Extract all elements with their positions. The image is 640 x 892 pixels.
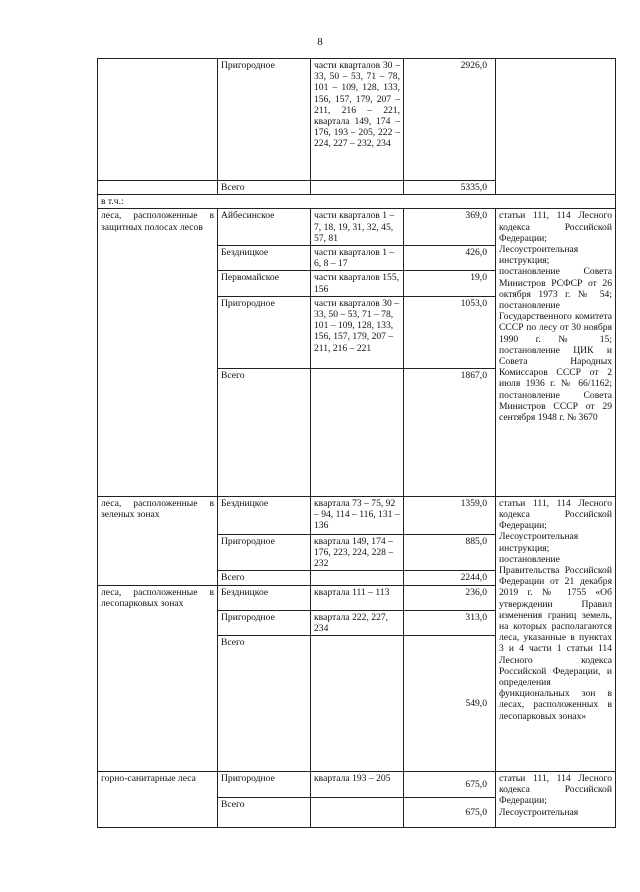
quarters-cell: части кварталов 1 – 7, 18, 19, 31, 32, 45, 57, 81 (311, 209, 404, 246)
quarters-cell: части кварталов 30 – 33, 50 – 53, 71 – 78, 101 – 109, 128, 133, 156, 157, 179, 207 – 211, 216 – 221, квартала 149, 174 – 176, 193 – 205, 222 – 224, 227 – 232, 234 (311, 59, 404, 181)
area-cell: 313,0 (404, 610, 496, 635)
quarters-cell: части кварталов 30 – 33, 50 – 53, 71 – 78, 101 – 109, 128, 133, 156, 157, 179, 207 – 211, 216 – 221 (311, 296, 404, 368)
forestry-cell: Пригородное (218, 59, 311, 181)
table-row (98, 772, 616, 798)
area-cell: 1359,0 (404, 496, 496, 534)
quarters-cell (311, 571, 404, 585)
basis-cell: статьи 111, 114 Лесного кодекса Российской Федерации; Лесоустроительная (496, 772, 616, 828)
area-cell: 1867,0 (404, 368, 496, 496)
area-cell: 2244,0 (404, 571, 496, 585)
forestry-cell: Айбесинское (218, 209, 311, 246)
quarters-cell: части кварталов 1 – 6, 8 – 17 (311, 246, 404, 271)
area-cell: 675,0 (404, 798, 496, 828)
forest-table (97, 58, 616, 828)
forestry-cell: Бездницкое (218, 496, 311, 534)
quarters-cell (311, 798, 404, 828)
area-cell: 5335,0 (404, 181, 496, 195)
area-cell: 19,0 (404, 271, 496, 296)
forestry-cell: Бездницкое (218, 585, 311, 610)
category-cell: леса, расположенные в зеленых зонах (98, 496, 218, 585)
quarters-cell: квартала 149, 174 – 176, 223, 224, 228 – 232 (311, 534, 404, 571)
area-cell: 236,0 (404, 585, 496, 610)
quarters-cell: квартала 193 – 205 (311, 772, 404, 798)
table-row (98, 59, 616, 181)
forestry-cell: Всего (218, 368, 311, 496)
forestry-cell: Всего (218, 571, 311, 585)
category-cell: леса, расположенные в защитных полосах лесов (98, 209, 218, 496)
forestry-cell: Всего (218, 636, 311, 772)
area-cell: 2926,0 (404, 59, 496, 181)
basis-cell: статьи 111, 114 Лесного кодекса Российской Федерации; Лесоустроительная инструкция; постановление Совета Министров РСФСР от 26 октября 1973 г. № 54; постановление Государственного комитета СССР по лесу от 30 ноября 1990 г. № 15; постановление ЦИК и Совета Народных Комиссаров СССР от 2 июля 1936 г. № 66/1162; постановление Совета Министров СССР от 29 сентября 1948 г. № 3670 (496, 209, 616, 496)
quarters-cell (311, 368, 404, 496)
area-cell: 426,0 (404, 246, 496, 271)
table-row (98, 209, 616, 246)
area-cell: 1053,0 (404, 296, 496, 368)
area-cell: 549,0 (404, 636, 496, 772)
quarters-cell (311, 636, 404, 772)
table-row (98, 496, 616, 534)
forestry-cell: Пригородное (218, 296, 311, 368)
category-cell: леса, расположенные в лесопарковых зонах (98, 585, 218, 771)
quarters-cell: квартала 73 – 75, 92 – 94, 114 – 116, 131 – 136 (311, 496, 404, 534)
forestry-cell: Всего (218, 798, 311, 828)
category-cell: горно-санитарные леса (98, 772, 218, 828)
forestry-cell: Первомайское (218, 271, 311, 296)
quarters-cell (311, 181, 404, 195)
area-cell: 885,0 (404, 534, 496, 571)
table-row (98, 195, 616, 209)
page-number: 8 (317, 36, 323, 48)
forestry-cell: Пригородное (218, 772, 311, 798)
quarters-cell: квартала 111 – 113 (311, 585, 404, 610)
area-cell: 369,0 (404, 209, 496, 246)
forestry-cell: Пригородное (218, 610, 311, 635)
quarters-cell: квартала 222, 227, 234 (311, 610, 404, 635)
forestry-cell: Бездницкое (218, 246, 311, 271)
area-cell: 675,0 (404, 772, 496, 798)
basis-cell: статьи 111, 114 Лесного кодекса Российской Федерации; Лесоустроительная инструкция; постановление Правительства Российской Федерации от 21 декабря 2019 г. № 1755 «Об утверждении Правил изменения границ земель, на которых располагаются леса, указанные в пунктах 3 и 4 части 1 статьи 114 Лесного кодекса Российской Федерации, и определения функциональных зон в лесах, расположенных в лесопарковых зонах» (496, 496, 616, 771)
category-cell (98, 59, 218, 181)
forestry-cell: Всего (218, 181, 311, 195)
quarters-cell: части кварталов 155, 156 (311, 271, 404, 296)
category-cell (98, 181, 218, 195)
basis-cell (496, 59, 616, 195)
forestry-cell: Пригородное (218, 534, 311, 571)
subtotal-heading: в т.ч.: (98, 195, 616, 209)
